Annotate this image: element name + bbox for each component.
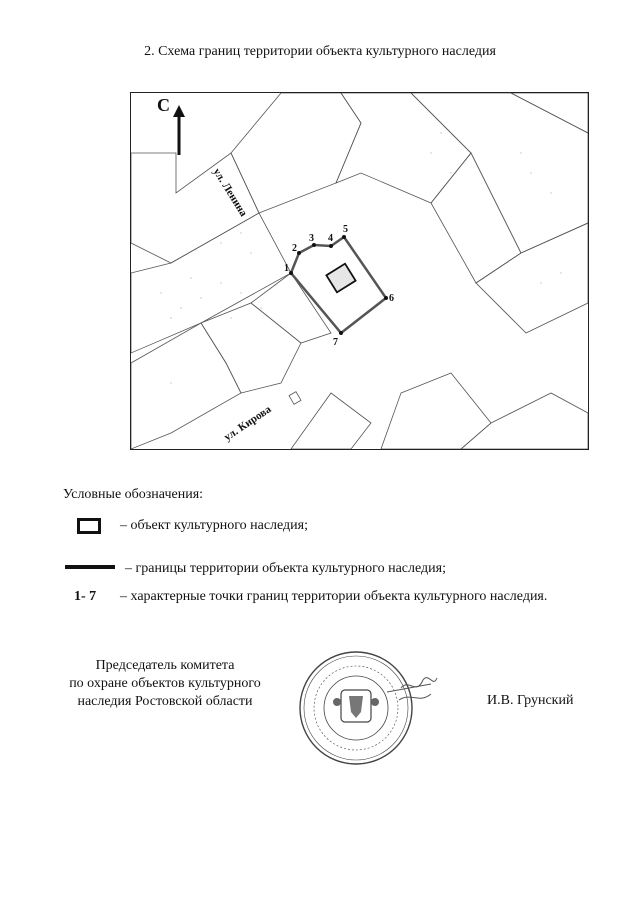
signature-line-3: наследия Ростовской области <box>77 694 253 709</box>
point-label-1: 1 <box>284 263 289 274</box>
legend-boundary-label: – границы территории объекта культурного наследия; <box>125 561 446 576</box>
official-seal <box>291 648 441 773</box>
north-label: С <box>157 95 170 115</box>
signer-name: И.В. Грунский <box>487 693 574 708</box>
heritage-object <box>326 264 355 293</box>
building-outlines <box>131 93 588 449</box>
legend-object-symbol <box>77 518 101 534</box>
signature-line-1: Председатель комитета <box>95 658 235 673</box>
north-arrow <box>173 105 185 155</box>
street-label-kirova: ул. Кирова <box>221 403 274 444</box>
legend-points-label: – характерные точки границ территории объекта культурного наследия. <box>120 589 548 604</box>
legend-boundary-symbol <box>65 565 115 569</box>
point-label-3: 3 <box>309 233 314 244</box>
point-label-6: 6 <box>389 293 394 304</box>
point-label-7: 7 <box>333 337 338 348</box>
legend-heading: Условные обозначения: <box>63 487 204 502</box>
point-label-2: 2 <box>292 243 297 254</box>
boundary-map <box>130 92 589 450</box>
point-label-5: 5 <box>343 224 348 235</box>
street-label-lenina: ул. Ленина <box>210 166 250 219</box>
signature-line-2: по охране объектов культурного <box>69 676 261 691</box>
legend-points-symbol: 1- 7 <box>74 589 97 604</box>
page-title: 2. Схема границ территории объекта культурного наследия <box>144 44 496 59</box>
point-label-4: 4 <box>328 233 333 244</box>
signature-block <box>60 657 270 711</box>
legend-object-label: – объект культурного наследия; <box>120 518 308 533</box>
